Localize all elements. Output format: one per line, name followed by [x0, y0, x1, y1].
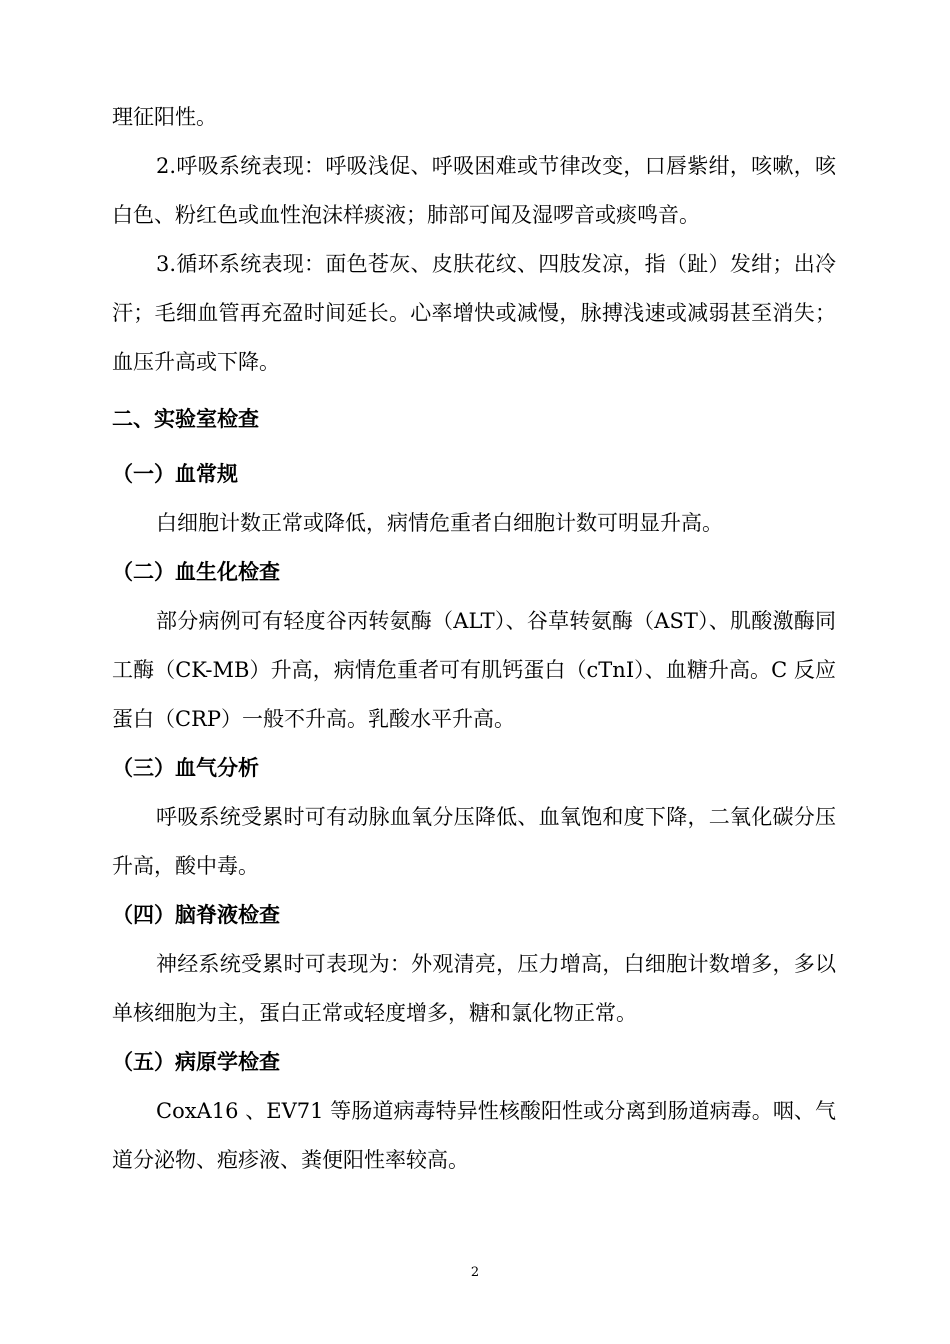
paragraph-continuation: 理征阳性。 — [112, 105, 217, 129]
paragraph-blood-routine: 白细胞计数正常或降低，病情危重者白细胞计数可明显升高。 — [156, 511, 723, 535]
subheading-blood-biochem: （二）血生化检查 — [112, 560, 280, 584]
subheading-csf: （四）脑脊液检查 — [112, 903, 280, 927]
paragraph-circulatory: 3.循环系统表现：面色苍灰、皮肤花纹、四肢发凉，指（趾）发绀；出冷汗；毛细血管再充盈时间延长。心率增快或减慢，脉搏浅速或减弱甚至消失；血压升高或下降。 — [112, 252, 836, 374]
document-body — [112, 93, 836, 1185]
paragraph-blood-gas: 呼吸系统受累时可有动脉血氧分压降低、血氧饱和度下降，二氧化碳分压升高，酸中毒。 — [112, 805, 836, 878]
paragraph-blood-biochem: 部分病例可有轻度谷丙转氨酶（ALT）、谷草转氨酶（AST）、肌酸激酶同工酶（CK-MB）升高，病情危重者可有肌钙蛋白（cTnI）、血糖升高。C 反应蛋白（CRP）一般不升高。乳酸水平升高。 — [112, 609, 836, 731]
subheading-blood-gas: （三）血气分析 — [112, 756, 259, 780]
paragraph-respiratory: 2.呼吸系统表现：呼吸浅促、呼吸困难或节律改变，口唇紫绀，咳嗽，咳白色、粉红色或血性泡沫样痰液；肺部可闻及湿啰音或痰鸣音。 — [112, 154, 836, 227]
subheading-etiology: （五）病原学检查 — [112, 1050, 280, 1074]
page-number: 2 — [470, 1265, 480, 1280]
paragraph-csf: 神经系统受累时可表现为：外观清亮，压力增高，白细胞计数增多，多以单核细胞为主，蛋白正常或轻度增多，糖和氯化物正常。 — [112, 952, 836, 1025]
subheading-blood-routine: （一）血常规 — [112, 462, 238, 486]
paragraph-etiology: CoxA16 、EV71 等肠道病毒特异性核酸阳性或分离到肠道病毒。咽、气道分泌物、疱疹液、粪便阳性率较高。 — [112, 1099, 836, 1172]
section-heading-lab-tests: 二、实验室检查 — [112, 407, 259, 431]
